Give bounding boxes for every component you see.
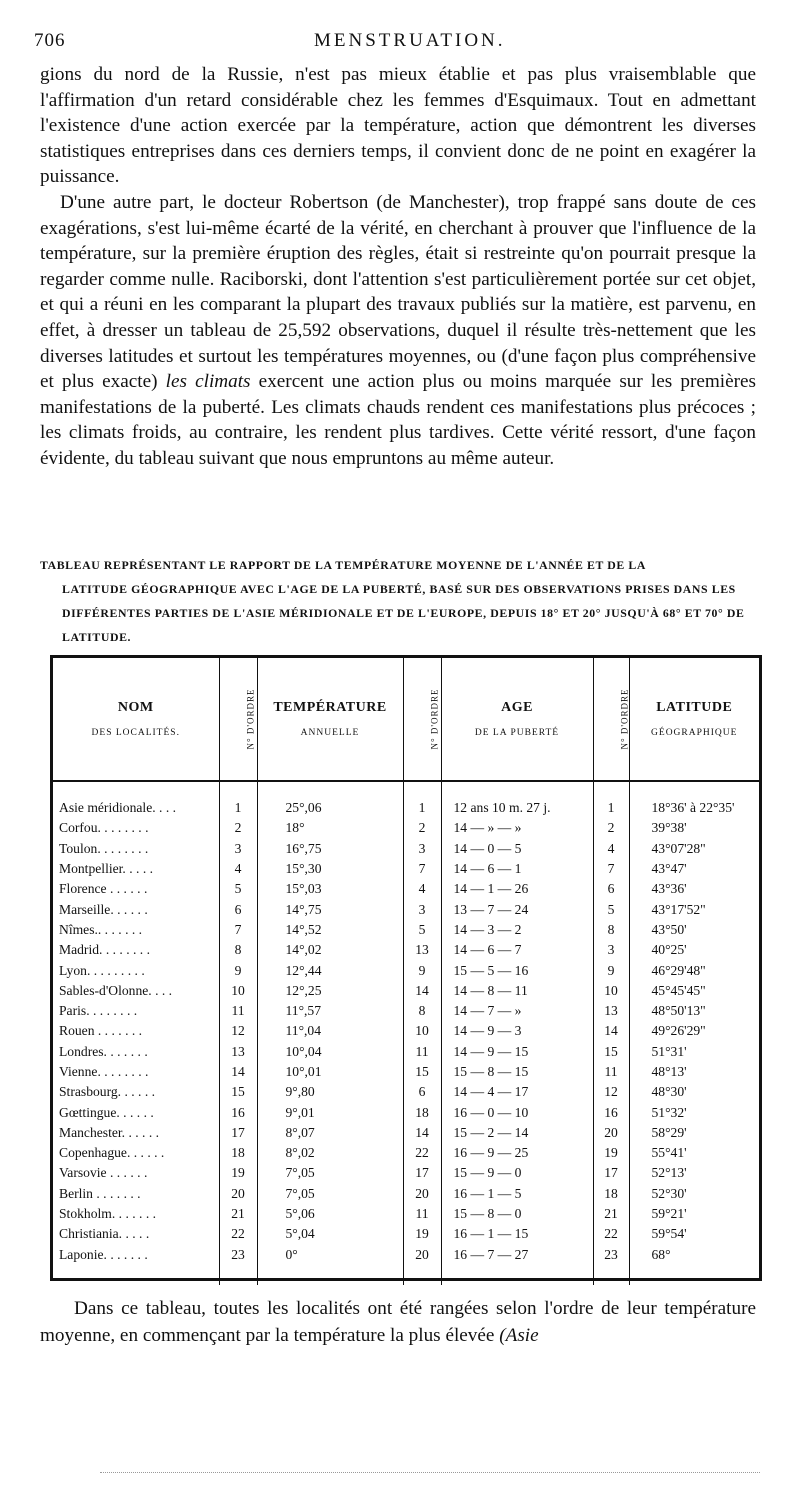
cell-latitude: 48°50'13" <box>629 1001 759 1021</box>
cell-order-age: 3 <box>403 839 441 859</box>
cell-locality: Stokholm. . . . . . . <box>59 1206 157 1222</box>
cell-temperature: 14°,52 <box>257 920 403 940</box>
cell-temperature: 14°,75 <box>257 899 403 919</box>
cell-order-age: 18 <box>403 1102 441 1122</box>
cell-temperature: 11°,57 <box>257 1001 403 1021</box>
cell-locality: Florence . . . . . . <box>59 881 148 897</box>
cell-temperature: 18° <box>257 818 403 838</box>
cell-order-age: 2 <box>403 818 441 838</box>
cell-latitude: 59°54' <box>629 1224 759 1244</box>
cell-temperature: 16°,75 <box>257 839 403 859</box>
cell-order-latitude: 14 <box>593 1021 629 1041</box>
cell-order-temperature: 8 <box>219 940 257 960</box>
cell-latitude: 55°41' <box>629 1143 759 1163</box>
header-ordre-3-label: N° D'ORDRE <box>618 688 629 750</box>
cell-order-age: 1 <box>403 781 441 818</box>
table-row <box>53 879 759 899</box>
cell-latitude: 58°29' <box>629 1123 759 1143</box>
table-row <box>53 1224 759 1244</box>
header-nom <box>53 658 219 781</box>
cell-order-age: 15 <box>403 1062 441 1082</box>
cell-age: 16 — 7 — 27 <box>441 1245 593 1285</box>
cell-temperature: 15°,03 <box>257 879 403 899</box>
paragraph-2-italic: les climats <box>165 371 251 393</box>
header-latitude <box>629 658 759 781</box>
header-temp-sub: ANNUELLE <box>300 728 360 738</box>
cell-order-latitude: 1 <box>593 781 629 818</box>
cell-order-latitude: 23 <box>593 1245 629 1285</box>
footer-text <box>40 1295 756 1349</box>
cell-latitude: 45°45'45" <box>629 981 759 1001</box>
cell-locality: Varsovie . . . . . . <box>59 1165 148 1181</box>
cell-order-latitude: 22 <box>593 1224 629 1244</box>
header-nom-sub: DES LOCALITÉS. <box>91 728 180 738</box>
body-text <box>40 62 756 472</box>
header-age <box>441 658 593 781</box>
cell-age: 14 — 4 — 17 <box>441 1082 593 1102</box>
cell-age: 16 — 1 — 15 <box>441 1224 593 1244</box>
cell-order-latitude: 11 <box>593 1062 629 1082</box>
cell-order-age: 3 <box>403 899 441 919</box>
header-age-main: AGE <box>501 700 533 715</box>
cell-locality: Lyon. . . . . . . . . <box>59 962 145 978</box>
cell-temperature: 5°,06 <box>257 1204 403 1224</box>
table-row <box>53 1163 759 1183</box>
cell-locality: Copenhague. . . . . . <box>59 1145 165 1161</box>
cell-order-temperature: 6 <box>219 899 257 919</box>
cell-order-temperature: 13 <box>219 1042 257 1062</box>
cell-locality: Corfou. . . . . . . . <box>59 820 149 836</box>
header-ordre-1 <box>219 658 257 781</box>
cell-order-temperature: 4 <box>219 859 257 879</box>
table-row <box>53 1102 759 1122</box>
cell-order-latitude: 13 <box>593 1001 629 1021</box>
cell-order-age: 14 <box>403 1123 441 1143</box>
cell-latitude: 46°29'48" <box>629 960 759 980</box>
cell-order-latitude: 2 <box>593 818 629 838</box>
cell-order-temperature: 9 <box>219 960 257 980</box>
cell-locality: Christiania. . . . . <box>59 1226 150 1242</box>
cell-order-temperature: 23 <box>219 1245 257 1285</box>
cell-order-latitude: 12 <box>593 1082 629 1102</box>
table-caption <box>40 553 760 649</box>
cell-order-age: 9 <box>403 960 441 980</box>
cell-order-age: 19 <box>403 1224 441 1244</box>
paragraph-2-part-b: exercent une action plus ou moins marquée sur les premières manifestations de la puberté. Les climats chauds rendent ces manifestations plus précoces ; les climats froids, au contraire, les rendent plus tardives. Cette vérité ressort, d'une façon évidente, du tableau suivant que nous empruntons au même auteur. <box>40 371 757 469</box>
cell-latitude: 49°26'29" <box>629 1021 759 1041</box>
cell-temperature: 9°,01 <box>257 1102 403 1122</box>
cell-order-temperature: 20 <box>219 1184 257 1204</box>
cell-order-temperature: 12 <box>219 1021 257 1041</box>
cell-locality: Vienne. . . . . . . . <box>59 1064 149 1079</box>
cell-order-temperature: 14 <box>219 1062 257 1082</box>
table-row <box>53 960 759 980</box>
cell-age: 14 — 7 — » <box>441 1001 593 1021</box>
table-body <box>53 781 759 1285</box>
header-lat-main: LATITUDE <box>656 700 733 715</box>
cell-age: 16 — 0 — 10 <box>441 1102 593 1122</box>
table-row <box>53 920 759 940</box>
cell-age: 14 — 6 — 7 <box>441 940 593 960</box>
cell-order-age: 11 <box>403 1204 441 1224</box>
cell-temperature: 8°,07 <box>257 1123 403 1143</box>
cell-order-age: 10 <box>403 1021 441 1041</box>
cell-age: 15 — 2 — 14 <box>441 1123 593 1143</box>
cell-age: 15 — 9 — 0 <box>441 1163 593 1183</box>
cell-order-temperature: 2 <box>219 818 257 838</box>
cell-order-age: 11 <box>403 1042 441 1062</box>
table-row <box>53 1001 759 1021</box>
cell-age: 15 — 5 — 16 <box>441 960 593 980</box>
cell-latitude: 43°50' <box>629 920 759 940</box>
cell-order-temperature: 22 <box>219 1224 257 1244</box>
cell-age: 14 — 3 — 2 <box>441 920 593 940</box>
cell-locality: Rouen . . . . . . . <box>59 1023 143 1039</box>
cell-temperature: 15°,30 <box>257 859 403 879</box>
cell-age: 16 — 1 — 5 <box>441 1184 593 1204</box>
cell-order-latitude: 18 <box>593 1184 629 1204</box>
header-lat-sub: GÉOGRAPHIQUE <box>651 728 738 738</box>
cell-latitude: 51°31' <box>629 1042 759 1062</box>
cell-order-temperature: 15 <box>219 1082 257 1102</box>
cell-order-latitude: 6 <box>593 879 629 899</box>
cell-locality: Toulon. . . . . . . . <box>59 840 149 856</box>
cell-order-age: 22 <box>403 1143 441 1163</box>
cell-order-temperature: 3 <box>219 839 257 859</box>
table-row <box>53 1184 759 1204</box>
header-temperature <box>257 658 403 781</box>
cell-temperature: 7°,05 <box>257 1184 403 1204</box>
cell-order-age: 13 <box>403 940 441 960</box>
cell-order-latitude: 5 <box>593 899 629 919</box>
cell-age: 14 — 9 — 15 <box>441 1042 593 1062</box>
cell-age: 13 — 7 — 24 <box>441 899 593 919</box>
cell-age: 14 — 1 — 26 <box>441 879 593 899</box>
cell-order-latitude: 20 <box>593 1123 629 1143</box>
cell-locality: Berlin . . . . . . . <box>59 1185 141 1201</box>
cell-order-age: 14 <box>403 981 441 1001</box>
cell-latitude: 43°17'52" <box>629 899 759 919</box>
cell-latitude: 52°30' <box>629 1184 759 1204</box>
cell-order-latitude: 7 <box>593 859 629 879</box>
cell-locality: Madrid. . . . . . . . <box>59 942 150 958</box>
cell-order-age: 20 <box>403 1184 441 1204</box>
cell-age: 14 — 8 — 11 <box>441 981 593 1001</box>
table-row <box>53 818 759 838</box>
table-row <box>53 899 759 919</box>
cell-locality: Marseille. . . . . . <box>59 901 148 917</box>
cell-locality: Manchester. . . . . . <box>59 1124 160 1140</box>
cell-latitude: 59°21' <box>629 1204 759 1224</box>
header-ordre-3 <box>593 658 629 781</box>
header-age-sub: DE LA PUBERTÉ <box>474 728 560 738</box>
table-row <box>53 1021 759 1041</box>
cell-age: 14 — 6 — 1 <box>441 859 593 879</box>
page-header <box>34 30 764 56</box>
table-row <box>53 1062 759 1082</box>
cell-locality: Strasbourg. . . . . . <box>59 1084 156 1100</box>
cell-latitude: 43°47' <box>629 859 759 879</box>
cell-latitude: 43°07'28" <box>629 839 759 859</box>
cell-latitude: 43°36' <box>629 879 759 899</box>
cell-order-latitude: 19 <box>593 1143 629 1163</box>
cell-age: 15 — 8 — 15 <box>441 1062 593 1082</box>
cell-temperature: 10°,01 <box>257 1062 403 1082</box>
cell-order-temperature: 7 <box>219 920 257 940</box>
cell-order-latitude: 8 <box>593 920 629 940</box>
table-row <box>53 1123 759 1143</box>
header-ordre-1-label: N° D'ORDRE <box>244 688 255 750</box>
running-title: MENSTRUATION. <box>314 30 506 51</box>
cell-order-temperature: 1 <box>219 781 257 818</box>
cell-locality: Laponie. . . . . . . <box>59 1246 148 1262</box>
paragraph-2 <box>40 190 756 472</box>
header-ordre-2-label: N° D'ORDRE <box>428 688 439 750</box>
cell-order-latitude: 3 <box>593 940 629 960</box>
cell-temperature: 11°,04 <box>257 1021 403 1041</box>
cell-temperature: 14°,02 <box>257 940 403 960</box>
cell-order-age: 8 <box>403 1001 441 1021</box>
cell-temperature: 12°,25 <box>257 981 403 1001</box>
paragraph-1: gions du nord de la Russie, n'est pas mieux établie et pas plus vraisemblable que l'affirmation d'un retard considérable chez les femmes d'Esquimaux. Tout en admettant l'existence d'une action exercée par la température, action que démontrent les diverses statistiques entreprises dans ces derniers temps, il convient donc de ne point en exagérer la puissance. <box>40 64 756 188</box>
cell-temperature: 8°,02 <box>257 1143 403 1163</box>
header-nom-main: NOM <box>117 700 154 715</box>
cell-order-latitude: 16 <box>593 1102 629 1122</box>
cell-age: 14 — 9 — 3 <box>441 1021 593 1041</box>
cell-locality: Londres. . . . . . . <box>59 1043 148 1059</box>
cell-locality: Montpellier. . . . . <box>59 861 154 877</box>
cell-temperature: 9°,80 <box>257 1082 403 1102</box>
table-row <box>53 1143 759 1163</box>
cell-order-latitude: 15 <box>593 1042 629 1062</box>
paragraph-2-part-a: D'une autre part, le docteur Robertson (de Manchester), trop frappé sans doute de ces exagérations, s'est lui-même écarté de la vérité, en cherchant à prouver que l'influence de la température, sur la première éruption des règles, était si restreinte qu'on pourrait presque la regarder comme nulle. Raciborski, dont l'attention s'est particulièrement portée sur cet objet, et qui a réuni en les comparant la plupart des travaux publiés sur la matière, est parvenu, en effet, à dresser un tableau de 25,592 observations, duquel il résulte très-nettement que les diverses latitudes et surtout les températures moyennes, ou (d'une façon plus compréhensive et plus exacte) <box>40 191 756 393</box>
cell-locality: Paris. . . . . . . . <box>59 1003 138 1019</box>
table-row <box>53 1245 759 1285</box>
cell-latitude: 18°36' à 22°35' <box>629 781 759 818</box>
cell-order-temperature: 5 <box>219 879 257 899</box>
cell-locality: Nîmes.. . . . . . . <box>59 921 143 937</box>
cell-order-temperature: 11 <box>219 1001 257 1021</box>
cell-order-temperature: 21 <box>219 1204 257 1224</box>
cell-temperature: 7°,05 <box>257 1163 403 1183</box>
cell-locality: Asie méridionale. . . . <box>59 800 177 816</box>
cell-order-age: 7 <box>403 859 441 879</box>
caption-continuation: LATITUDE GÉOGRAPHIQUE AVEC L'AGE DE LA PUBERTÉ, BASÉ SUR DES OBSERVATIONS PRISES DANS LES DIFFÉRENTES PARTIES DE L'ASIE MÉRIDIONALE ET DE L'EUROPE, DEPUIS 18° ET 20° JUSQU'À 68° ET 70° DE LATITUDE. <box>62 582 745 644</box>
table-row <box>53 839 759 859</box>
cell-order-age: 17 <box>403 1163 441 1183</box>
cell-order-age: 20 <box>403 1245 441 1285</box>
cell-age: 14 — 0 — 5 <box>441 839 593 859</box>
cell-latitude: 40°25' <box>629 940 759 960</box>
cell-order-age: 6 <box>403 1082 441 1102</box>
cell-latitude: 48°30' <box>629 1082 759 1102</box>
cell-order-age: 5 <box>403 920 441 940</box>
data-table-frame <box>50 655 762 1281</box>
table-row <box>53 1082 759 1102</box>
bottom-rule <box>100 1472 760 1474</box>
cell-temperature: 10°,04 <box>257 1042 403 1062</box>
cell-order-temperature: 18 <box>219 1143 257 1163</box>
cell-temperature: 0° <box>257 1245 403 1285</box>
cell-latitude: 52°13' <box>629 1163 759 1183</box>
cell-order-latitude: 4 <box>593 839 629 859</box>
table-row <box>53 1204 759 1224</box>
header-ordre-2 <box>403 658 441 781</box>
table-row <box>53 1042 759 1062</box>
cell-order-temperature: 19 <box>219 1163 257 1183</box>
cell-age: 14 — » — » <box>441 818 593 838</box>
table-row <box>53 859 759 879</box>
cell-age: 15 — 8 — 0 <box>441 1204 593 1224</box>
puberty-table <box>53 658 759 1285</box>
cell-locality: Sables-d'Olonne. . . . <box>59 982 173 998</box>
caption-line-1: TABLEAU REPRÉSENTANT LE RAPPORT DE LA TEMPÉRATURE MOYENNE DE L'ANNÉE ET DE LA <box>40 558 647 572</box>
cell-age: 12 ans 10 m. 27 j. <box>441 781 593 818</box>
cell-order-latitude: 17 <box>593 1163 629 1183</box>
cell-order-temperature: 16 <box>219 1102 257 1122</box>
table-row <box>53 981 759 1001</box>
cell-temperature: 5°,04 <box>257 1224 403 1244</box>
cell-locality: Gœttingue. . . . . . <box>59 1104 154 1120</box>
cell-latitude: 39°38' <box>629 818 759 838</box>
cell-order-temperature: 17 <box>219 1123 257 1143</box>
footer-italic: (Asie <box>499 1325 539 1346</box>
footer-paragraph-text: Dans ce tableau, toutes les localités ont été rangées selon l'ordre de leur température moyenne, en commençant par la température la plus élevée <box>40 1298 756 1346</box>
cell-latitude: 48°13' <box>629 1062 759 1082</box>
cell-age: 16 — 9 — 25 <box>441 1143 593 1163</box>
header-temp-main: TEMPÉRATURE <box>273 700 387 715</box>
cell-temperature: 25°,06 <box>257 781 403 818</box>
cell-order-temperature: 10 <box>219 981 257 1001</box>
page-number: 706 <box>34 30 66 51</box>
table-header-row <box>53 658 759 781</box>
footer-paragraph <box>40 1295 756 1349</box>
cell-order-latitude: 21 <box>593 1204 629 1224</box>
cell-latitude: 68° <box>629 1245 759 1285</box>
cell-order-latitude: 9 <box>593 960 629 980</box>
cell-order-latitude: 10 <box>593 981 629 1001</box>
cell-latitude: 51°32' <box>629 1102 759 1122</box>
table-row <box>53 940 759 960</box>
cell-order-age: 4 <box>403 879 441 899</box>
cell-temperature: 12°,44 <box>257 960 403 980</box>
table-row <box>53 781 759 818</box>
